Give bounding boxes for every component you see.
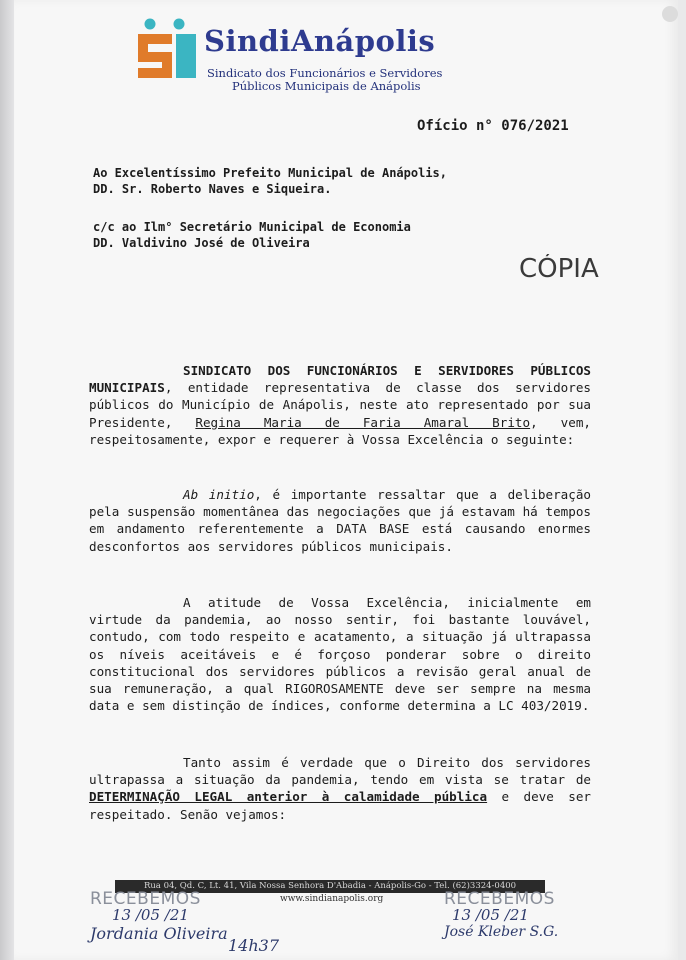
- received-stamp-left: RECEBEMOS: [90, 889, 201, 909]
- copy-stamp: CÓPIA: [519, 254, 599, 284]
- cc-line-2: DD. Valdivino José de Oliveira: [93, 236, 310, 250]
- received-date-right: 13 /05 /21: [452, 906, 529, 924]
- paragraph-tanto-assim: [89, 754, 591, 823]
- paper-hole-shadow: [662, 6, 678, 22]
- tanto-text-a: Tanto assim é verdade que o Direito dos servidores ultrapassa a situação da pandemia, tendo em vista se tratar de: [89, 755, 591, 788]
- oficio-number: Ofício n° 076/2021: [417, 118, 569, 134]
- ab-initio-text: , é importante ressaltar que a deliberação pela suspensão momentânea das negociações que já estavam há tempos em andamento referentemente a DATA BASE está causando enormes desconfortos aos servidores públicos municipais.: [89, 487, 591, 554]
- addressee-line-1: Ao Excelentíssimo Prefeito Municipal de Anápolis,: [93, 166, 448, 180]
- paragraph-intro: [89, 362, 591, 448]
- org-subtitle-line2: Públicos Municipais de Anápolis: [232, 79, 421, 93]
- org-subtitle-line1: Sindicato dos Funcionários e Servidores: [207, 66, 443, 80]
- received-time-left: 14h37: [228, 936, 280, 955]
- atitude-text: A atitude de Vossa Excelência, inicialmente em virtude da pandemia, ao nosso sentir, foi bastante louvável, contudo, com todo respeito e acatamento, a situação já ultrapassa os níveis aceitáveis e é forçoso ponderar sobre o direito constitucional dos servidores públicos a revisão geral anual de sua remuneração, a qual RIGOROSAMENTE deve ser sempre na mesma data e sem distinção de índices, conforme determina a LC 403/2019.: [89, 595, 591, 714]
- determinacao-legal: DETERMINAÇÃO LEGAL anterior à calamidade pública: [89, 789, 488, 805]
- tanto-text-b: e deve ser respeitado. Senão vejamos:: [89, 789, 591, 822]
- addressee-line-2: DD. Sr. Roberto Naves e Siqueira.: [93, 182, 332, 196]
- footer-website: www.sindianapolis.org: [280, 894, 384, 904]
- signature-left: Jordania Oliveira: [90, 924, 228, 943]
- paragraph-ab-initio: [89, 486, 591, 555]
- intro-text-a: , entidade representativa de classe dos servidores públicos do Município de Anápolis, neste ato representado por sua Presidente,: [89, 380, 591, 430]
- cc-line-1: c/c ao Ilm° Secretário Municipal de Economia: [93, 220, 411, 234]
- paragraph-atitude: [89, 594, 591, 714]
- received-date-left: 13 /05 /21: [112, 906, 189, 924]
- union-name: SINDICATO DOS FUNCIONÁRIOS E SERVIDORES PÚBLICOS MUNICIPAIS: [89, 363, 591, 396]
- ab-initio-phrase: Ab initio: [183, 487, 255, 502]
- org-name: SindiAnápolis: [204, 24, 436, 58]
- signature-right: José Kleber S.G.: [444, 924, 559, 940]
- footer-address: Rua 04, Qd. C, Lt. 41, Vila Nossa Senhora D'Abadia - Anápolis-Go - Tel. (62)3324-0400: [115, 880, 545, 893]
- president-name: Regina Maria de Faria Amaral Brito: [195, 414, 531, 430]
- intro-text-b: , vem, respeitosamente, expor e requerer à Vossa Excelência o seguinte:: [89, 414, 591, 447]
- sindianapolis-logo-icon: [132, 18, 202, 88]
- photo-edge-shadow: [0, 0, 14, 960]
- received-stamp-right: RECEBEMOS: [444, 889, 555, 909]
